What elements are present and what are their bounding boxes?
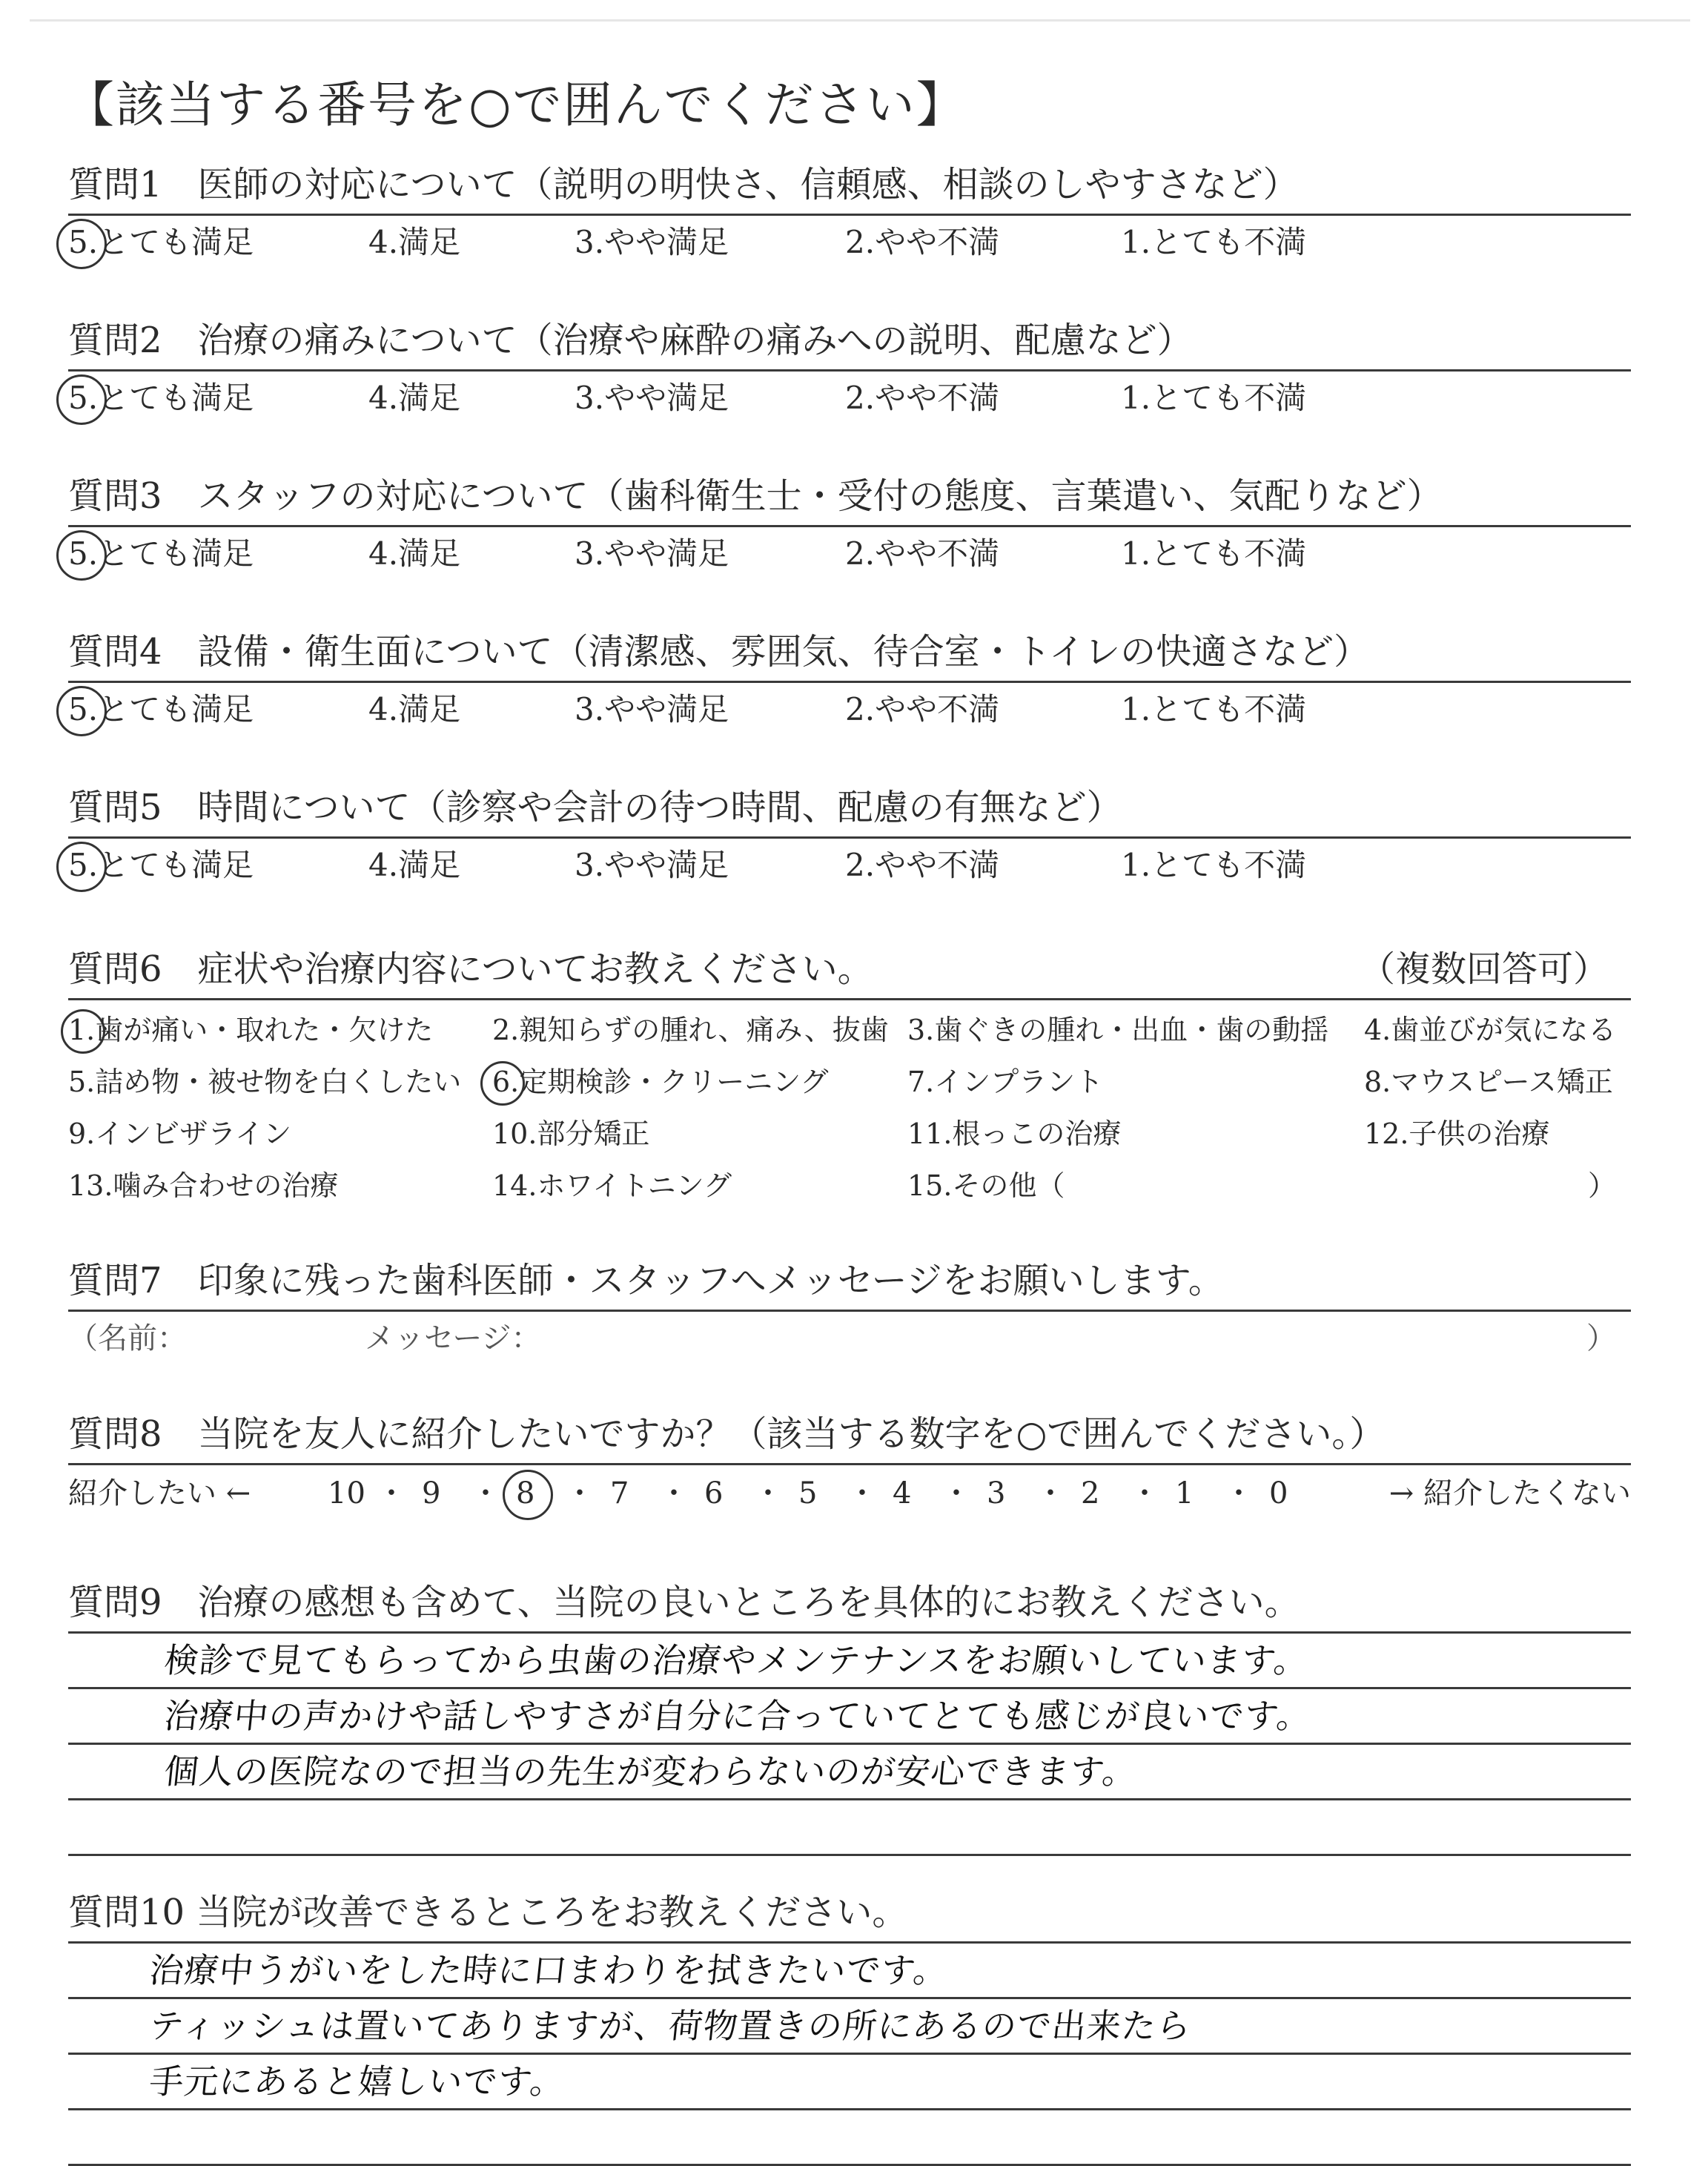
scale-separator: ・ bbox=[1224, 1476, 1254, 1510]
scale-value-2[interactable]: 2 bbox=[1081, 1476, 1100, 1510]
symptom-options bbox=[68, 1008, 1631, 1223]
question-divider bbox=[68, 369, 1631, 372]
question-divider bbox=[68, 214, 1631, 216]
handwritten-answer-2: ティッシュは置いてありますが、荷物置きの所にあるので出来たら bbox=[147, 2006, 1194, 2046]
scale-separator: ・ bbox=[753, 1476, 783, 1510]
rating-options bbox=[68, 532, 1631, 581]
symptom-option-15[interactable]: 15.その他（ bbox=[907, 1169, 1065, 1202]
question-7 bbox=[68, 1252, 1631, 1361]
question-divider bbox=[68, 836, 1631, 839]
rating-option-2[interactable]: 2.やや不満 bbox=[845, 847, 1000, 883]
symptom-option-2[interactable]: 2.親知らずの腫れ、痛み、抜歯 bbox=[492, 1014, 889, 1046]
symptom-option-10[interactable]: 10.部分矯正 bbox=[492, 1117, 650, 1150]
answer-line bbox=[68, 2055, 1631, 2110]
rating-options bbox=[68, 843, 1631, 892]
symptom-option-11[interactable]: 11.根っこの治療 bbox=[907, 1117, 1122, 1150]
rating-option-2[interactable]: 2.やや不満 bbox=[845, 380, 1000, 416]
question-10-title: 質問10 当院が改善できるところをお教えください。 bbox=[68, 1892, 908, 1933]
question-6 bbox=[68, 940, 1631, 1223]
recommend-scale bbox=[68, 1471, 1631, 1523]
question-9 bbox=[68, 1574, 1631, 1856]
question-8-title: 質問8 当院を友人に紹介したいですか？（該当する数字を○で囲んでください。） bbox=[68, 1413, 1386, 1455]
rating-option-3[interactable]: 3.やや満足 bbox=[575, 224, 729, 260]
rating-option-5[interactable]: 5.とても満足 bbox=[68, 535, 254, 572]
question-4-title: 質問4 設備・衛生面について（清潔感、雰囲気、待合室・トイレの快適さなど） bbox=[68, 631, 1370, 673]
rating-option-3[interactable]: 3.やや満足 bbox=[575, 691, 729, 727]
answer-line bbox=[68, 1999, 1631, 2055]
scale-separator: ・ bbox=[941, 1476, 971, 1510]
scale-separator: ・ bbox=[847, 1476, 877, 1510]
scale-value-6[interactable]: 6 bbox=[704, 1476, 724, 1510]
rating-option-4[interactable]: 4.満足 bbox=[368, 535, 461, 572]
question-divider bbox=[68, 1463, 1631, 1465]
answer-lines bbox=[68, 1634, 1631, 1856]
symptom-option-13[interactable]: 13.噛み合わせの治療 bbox=[68, 1169, 339, 1202]
question-divider bbox=[68, 525, 1631, 527]
answer-line bbox=[68, 1944, 1631, 1999]
symptom-option-8[interactable]: 8.マウスピース矯正 bbox=[1364, 1066, 1613, 1098]
multiple-answers-note: （複数回答可） bbox=[1359, 948, 1609, 990]
answer-line bbox=[68, 2110, 1631, 2166]
scale-value-8[interactable]: 8 bbox=[516, 1476, 535, 1510]
symptom-option-5[interactable]: 5.詰め物・被せ物を白くしたい bbox=[68, 1066, 462, 1098]
scale-value-3[interactable]: 3 bbox=[987, 1476, 1006, 1510]
rating-option-5[interactable]: 5.とても満足 bbox=[68, 691, 254, 727]
rating-option-2[interactable]: 2.やや不満 bbox=[845, 691, 1000, 727]
handwritten-answer-1: 検診で見てもらってから虫歯の治療やメンテナンスをお願いしています。 bbox=[162, 1640, 1311, 1680]
symptom-option-1[interactable]: 1.歯が痛い・取れた・欠けた bbox=[68, 1014, 434, 1046]
rating-option-1[interactable]: 1.とても不満 bbox=[1121, 224, 1307, 260]
answer-line bbox=[68, 1689, 1631, 1745]
scale-separator: ・ bbox=[377, 1476, 406, 1510]
scale-value-4[interactable]: 4 bbox=[893, 1476, 912, 1510]
question-9-title: 質問9 治療の感想も含めて、当院の良いところを具体的にお教えください。 bbox=[68, 1582, 1300, 1623]
scale-separator: ・ bbox=[659, 1476, 689, 1510]
answer-line bbox=[68, 1634, 1631, 1689]
handwritten-answer-3: 手元にあると嬉しいです。 bbox=[147, 2061, 567, 2101]
handwritten-answer-3: 個人の医院なので担当の先生が変わらないのが安心できます。 bbox=[162, 1751, 1139, 1792]
symptom-option-14[interactable]: 14.ホワイトニング bbox=[492, 1169, 732, 1202]
scale-separator: ・ bbox=[471, 1476, 500, 1510]
question-1-title: 質問1 医師の対応について（説明の明快さ、信頼感、相談のしやすさなど） bbox=[68, 164, 1299, 205]
symptom-option-9[interactable]: 9.インビザライン bbox=[68, 1117, 292, 1150]
question-10 bbox=[68, 1883, 1631, 2166]
question-3 bbox=[68, 467, 1631, 581]
question-2 bbox=[68, 311, 1631, 425]
scale-value-5[interactable]: 5 bbox=[798, 1476, 818, 1510]
scale-separator: ・ bbox=[1036, 1476, 1065, 1510]
symptom-option-4[interactable]: 4.歯並びが気になる bbox=[1364, 1014, 1617, 1046]
answer-line bbox=[68, 1745, 1631, 1800]
rating-options bbox=[68, 220, 1631, 269]
answer-circle-mark bbox=[503, 1470, 553, 1520]
symptom-option-3[interactable]: 3.歯ぐきの腫れ・出血・歯の動揺 bbox=[907, 1014, 1329, 1046]
question-5 bbox=[68, 779, 1631, 892]
scale-separator: ・ bbox=[1130, 1476, 1159, 1510]
symptom-option-6[interactable]: 6.定期検診・クリーニング bbox=[492, 1066, 829, 1098]
scale-right-label: → 紹介したくない bbox=[1388, 1476, 1631, 1510]
question-7-title: 質問7 印象に残った歯科医師・スタッフへメッセージをお願いします。 bbox=[68, 1260, 1224, 1301]
page-header: 【該当する番号を○で囲んでください】 bbox=[65, 76, 967, 133]
rating-option-1[interactable]: 1.とても不満 bbox=[1121, 847, 1307, 883]
scale-value-10[interactable]: 10 bbox=[328, 1476, 365, 1510]
rating-option-3[interactable]: 3.やや満足 bbox=[575, 535, 729, 572]
rating-option-1[interactable]: 1.とても不満 bbox=[1121, 380, 1307, 416]
handwritten-answer-1: 治療中うがいをした時に口まわりを拭きたいです。 bbox=[147, 1950, 950, 1990]
scale-value-1[interactable]: 1 bbox=[1175, 1476, 1194, 1510]
answer-line bbox=[68, 1800, 1631, 1856]
rating-options bbox=[68, 376, 1631, 425]
name-label: （名前： bbox=[68, 1321, 187, 1356]
question-2-title: 質問2 治療の痛みについて（治療や麻酔の痛みへの説明、配慮など） bbox=[68, 320, 1193, 361]
rating-option-2[interactable]: 2.やや不満 bbox=[845, 224, 1000, 260]
rating-option-5[interactable]: 5.とても満足 bbox=[68, 380, 254, 416]
rating-options bbox=[68, 687, 1631, 736]
rating-option-2[interactable]: 2.やや不満 bbox=[845, 535, 1000, 572]
question-1 bbox=[68, 156, 1631, 269]
rating-option-5[interactable]: 5.とても満足 bbox=[68, 224, 254, 260]
question-5-title: 質問5 時間について（診察や会計の待つ時間、配慮の有無など） bbox=[68, 787, 1122, 828]
rating-option-3[interactable]: 3.やや満足 bbox=[575, 847, 729, 883]
rating-option-4[interactable]: 4.満足 bbox=[368, 380, 461, 416]
rating-option-3[interactable]: 3.やや満足 bbox=[575, 380, 729, 416]
scale-value-0[interactable]: 0 bbox=[1269, 1476, 1288, 1510]
other-close-paren: ） bbox=[1587, 1169, 1616, 1202]
question-divider bbox=[68, 681, 1631, 683]
scale-left-label: 紹介したい ← bbox=[68, 1476, 251, 1510]
question-6-title bbox=[68, 940, 1631, 998]
question-3-title: 質問3 スタッフの対応について（歯科衛生士・受付の態度、言葉遣い、気配りなど） bbox=[68, 475, 1443, 517]
answer-lines bbox=[68, 1944, 1631, 2166]
question-4 bbox=[68, 623, 1631, 736]
rating-option-5[interactable]: 5.とても満足 bbox=[68, 847, 254, 883]
message-label[interactable]: メッセージ： bbox=[365, 1321, 541, 1356]
message-row bbox=[68, 1316, 1631, 1361]
symptom-option-12[interactable]: 12.子供の治療 bbox=[1364, 1117, 1550, 1150]
handwritten-answer-2: 治療中の声かけや話しやすさが自分に合っていてとても感じが良いです。 bbox=[162, 1696, 1314, 1736]
question-divider bbox=[68, 998, 1631, 1000]
question-6-title-text: 質問6 症状や治療内容についてお教えください。 bbox=[68, 948, 873, 990]
symptom-option-7[interactable]: 7.インプラント bbox=[907, 1066, 1104, 1098]
top-divider bbox=[30, 19, 1690, 22]
question-divider bbox=[68, 1310, 1631, 1312]
rating-option-1[interactable]: 1.とても不満 bbox=[1121, 535, 1307, 572]
rating-option-4[interactable]: 4.満足 bbox=[368, 847, 461, 883]
message-close-paren: ） bbox=[1586, 1321, 1616, 1356]
scale-separator: ・ bbox=[565, 1476, 595, 1510]
rating-option-4[interactable]: 4.満足 bbox=[368, 691, 461, 727]
question-8 bbox=[68, 1405, 1631, 1523]
rating-option-1[interactable]: 1.とても不満 bbox=[1121, 691, 1307, 727]
scale-value-9[interactable]: 9 bbox=[422, 1476, 441, 1510]
scale-value-7[interactable]: 7 bbox=[610, 1476, 629, 1510]
rating-option-4[interactable]: 4.満足 bbox=[368, 224, 461, 260]
